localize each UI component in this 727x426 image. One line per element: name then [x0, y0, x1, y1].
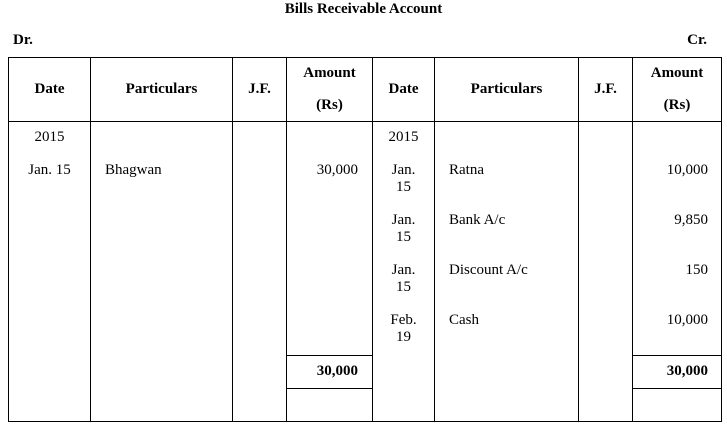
header-bottom-border	[8, 121, 722, 122]
dr-date-header: Date	[34, 81, 65, 97]
cr-entry-date-month: Jan.	[391, 262, 416, 278]
cr-entry-particulars: Cash	[449, 312, 479, 328]
cr-entry-date-day: 19	[396, 329, 411, 345]
col-border-left	[8, 57, 9, 422]
cr-entry-date	[372, 262, 435, 296]
cr-entry-particulars: Discount A/c	[449, 262, 528, 278]
dr-entry-date: Jan. 15	[28, 162, 71, 178]
cr-entry-amount: 150	[685, 262, 708, 278]
cr-entry-date-month: Feb.	[390, 312, 417, 328]
cr-jf-header: J.F.	[594, 81, 617, 97]
dr-total-amount: 30,000	[316, 363, 358, 379]
debit-label: Dr.	[13, 32, 33, 48]
cr-entry-amount: 10,000	[666, 162, 708, 178]
debit-total-bottom-rule	[286, 388, 373, 389]
credit-label: Cr.	[687, 32, 707, 48]
cr-entry-amount: 9,850	[674, 212, 708, 228]
cr-entry-particulars: Bank A/c	[449, 212, 506, 228]
cr-date-header: Date	[388, 81, 419, 97]
cr-entry-date	[372, 312, 435, 346]
debit-total-top-rule	[286, 355, 373, 356]
dr-jf-header: J.F.	[248, 81, 271, 97]
cr-year: 2015	[388, 129, 419, 145]
dr-entry-amount: 30,000	[316, 162, 358, 178]
dr-amount-unit-header: (Rs)	[316, 97, 343, 113]
cr-entry-date-month: Jan.	[391, 212, 416, 228]
credit-total-bottom-rule	[632, 388, 722, 389]
account-title: Bills Receivable Account	[284, 1, 443, 17]
dr-entry-particulars: Bhagwan	[105, 162, 162, 178]
cr-amount-header: Amount	[650, 65, 704, 81]
cr-entry-date	[372, 162, 435, 196]
cr-particulars-header: Particulars	[470, 81, 543, 97]
cr-entry-particulars: Ratna	[449, 162, 484, 178]
cr-entry-date-month: Jan.	[391, 162, 416, 178]
cr-amount-unit-header: (Rs)	[663, 97, 691, 113]
dr-amount-header: Amount	[303, 65, 356, 81]
table-top-border	[8, 57, 722, 58]
col-border-dr-particulars	[232, 57, 233, 422]
cr-entry-date-day: 15	[396, 179, 411, 195]
cr-entry-date	[372, 212, 435, 246]
dr-year: 2015	[34, 129, 65, 145]
cr-entry-date-day: 15	[396, 229, 411, 245]
dr-particulars-header: Particulars	[125, 81, 198, 97]
col-border-cr-particulars	[578, 57, 579, 422]
cr-entry-date-day: 15	[396, 279, 411, 295]
cr-entry-amount: 10,000	[666, 312, 708, 328]
col-border-dr-date	[90, 57, 91, 422]
cr-total-amount: 30,000	[666, 363, 708, 379]
table-bottom-border	[8, 421, 722, 422]
credit-total-top-rule	[632, 355, 722, 356]
